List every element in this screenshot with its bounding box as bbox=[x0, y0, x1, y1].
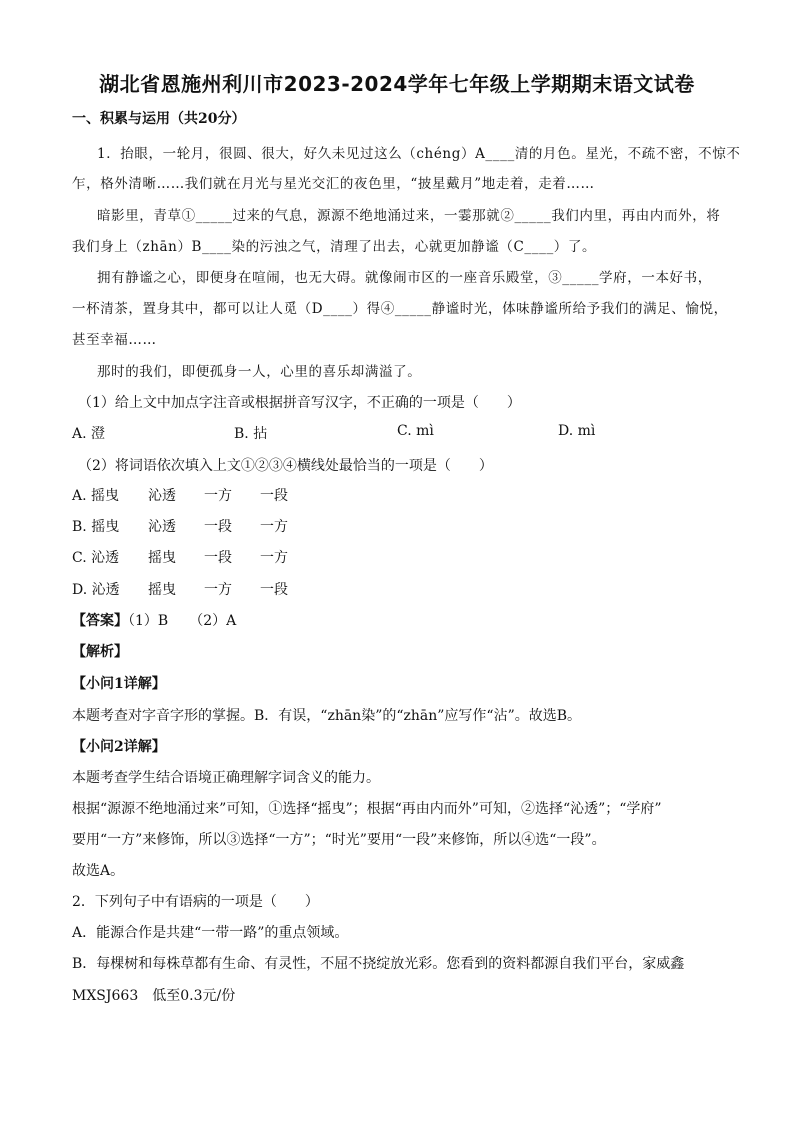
q2-option-c-3: 一段 bbox=[204, 550, 232, 566]
q2-option-d-1: D. 沁透 bbox=[72, 582, 120, 598]
sub-question-1-text: 本题考查对字音字形的掌握。B．有误，“zhān染”的“zhān”应写作“沾”。故选B。 bbox=[72, 708, 582, 724]
q2-option-a-1: A. 摇曳 bbox=[72, 488, 120, 504]
question-2-option-a: A．能源合作是共建“一带一路”的重点领域。 bbox=[72, 925, 349, 941]
passage-line-3: 暗影里，青草①_____过来的气息，源源不绝地涌过来，一霎那就②_____我们内里，再由内而外，将 bbox=[97, 208, 721, 224]
q1-option-a: A. 澄 bbox=[72, 426, 106, 442]
question-1-stem: （1）给上文中加点字注音或根据拼音写汉字，不正确的一项是（ ） bbox=[78, 395, 521, 411]
footer-code: MXSJ663 低至0.3元/份 bbox=[72, 988, 236, 1004]
q2-option-b-2: 沁透 bbox=[148, 519, 176, 535]
q2-option-c-2: 摇曳 bbox=[148, 550, 176, 566]
q2-option-c-4: 一方 bbox=[260, 550, 288, 566]
question-2-stem: （2）将词语依次填入上文①②③④横线处最恰当的一项是（ ） bbox=[78, 458, 493, 474]
q1-option-b: B. 拈 bbox=[234, 426, 268, 442]
q2-option-b-3: 一段 bbox=[204, 519, 232, 535]
sub-question-2-line-3: 要用“一方”来修饰，所以③选择“一方”；“时光”要用“一段”来修饰，所以④选“一段”。 bbox=[72, 832, 606, 848]
section-heading: 一、积累与运用（共20分） bbox=[72, 111, 246, 127]
passage-line-6: 一杯清茶，置身其中，都可以让人觅（D____）得④_____静谧时光，体味静谧所给予我们的满足、愉悦， bbox=[72, 301, 728, 317]
question-2-heading: 2．下列句子中有语病的一项是（ ） bbox=[72, 894, 319, 910]
analysis-label: 【解析】 bbox=[72, 644, 128, 660]
passage-line-1: 1．抬眼，一轮月，很圆、很大，好久未见过这么（chéng）A____清的月色。星光，不疏不密，不惊不 bbox=[97, 146, 741, 162]
answer-row bbox=[72, 610, 236, 630]
passage-line-5: 拥有静谧之心，即便身在喧闹，也无大碍。就像闹市区的一座音乐殿堂，③_____学府，一本好书， bbox=[97, 270, 712, 286]
sub-question-1-label: 【小问1详解】 bbox=[72, 676, 166, 692]
q1-option-d: D. mì bbox=[558, 423, 596, 439]
q2-option-a-2: 沁透 bbox=[148, 488, 176, 504]
sub-question-2-line-1: 本题考查学生结合语境正确理解字词含义的能力。 bbox=[72, 770, 380, 786]
q2-option-d-4: 一段 bbox=[260, 582, 288, 598]
q2-option-a-4: 一段 bbox=[260, 488, 288, 504]
q2-option-b-4: 一方 bbox=[260, 519, 288, 535]
q2-option-d-3: 一方 bbox=[204, 582, 232, 598]
sub-question-2-line-4: 故选A。 bbox=[72, 863, 125, 879]
page-title: 湖北省恩施州利川市2023-2024学年七年级上学期期末语文试卷 bbox=[99, 72, 695, 96]
q2-option-d-2: 摇曳 bbox=[148, 582, 176, 598]
passage-line-7: 甚至幸福…… bbox=[72, 332, 157, 348]
q2-option-a-3: 一方 bbox=[204, 488, 232, 504]
q1-option-c: C. mì bbox=[397, 423, 434, 439]
q2-option-b-1: B. 摇曳 bbox=[72, 519, 120, 535]
sub-question-2-line-2: 根据“源源不绝地涌过来”可知，①选择“摇曳”；根据“再由内而外”可知，②选择“沁透”；“学府” bbox=[72, 801, 662, 817]
sub-question-2-label: 【小问2详解】 bbox=[72, 739, 166, 755]
answer-label: 【答案】 bbox=[72, 613, 128, 629]
passage-line-8: 那时的我们，即便孤身一人，心里的喜乐却满溢了。 bbox=[97, 364, 422, 380]
passage-line-4: 我们身上（zhān）B____染的污浊之气，清理了出去，心就更加静谧（C____）了。 bbox=[72, 239, 597, 255]
answer-text: （1）B （2）A bbox=[128, 613, 237, 629]
question-2-option-b: B．每棵树和每株草都有生命、有灵性，不屈不挠绽放光彩。您看到的资料都源自我们平台，家威鑫 bbox=[72, 956, 685, 972]
q2-option-c-1: C. 沁透 bbox=[72, 550, 120, 566]
passage-line-2: 乍，格外清晰……我们就在月光与星光交汇的夜色里，“披星戴月”地走着，走着…… bbox=[72, 176, 595, 192]
